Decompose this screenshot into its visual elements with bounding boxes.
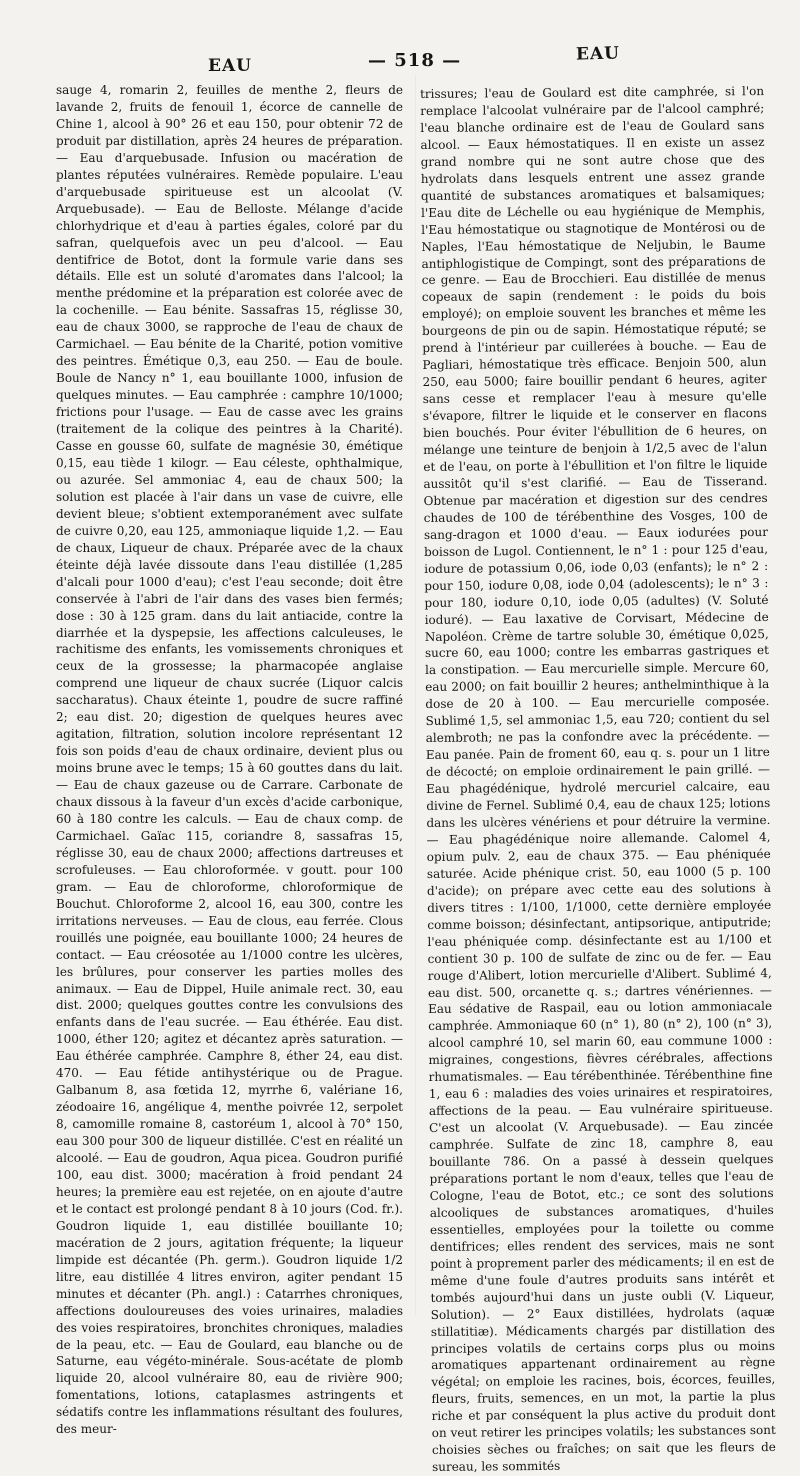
- two-column-body: [56, 82, 776, 1476]
- right-column: [420, 83, 776, 1476]
- column-gutter: [415, 75, 416, 1315]
- running-head: [56, 44, 764, 74]
- left-column: [56, 82, 403, 1476]
- right-running-head: EAU: [575, 43, 621, 65]
- left-column-text: sauge 4, romarin 2, feuilles de menthe 2, fleurs de lavande 2, fruits de fenouil 1, écorce de cannelle de Chine 1, alcool à 90° 26 et eau 150, pour obtenir 72 de produit par distillation, après 24 heures de préparation. — Eau d'arquebusade. Infusion ou macération de plantes réputées vulnéraires. Remède populaire. L'eau d'arquebusade spiritueuse est un alcoolat (V. Arquebusade). — Eau de Belloste. Mélange d'acide chlorhydrique et d'eau à parties égales, coloré par du safran, quelquefois avec un peu d'alcool. — Eau dentifrice de Botot, dont la formule varie dans ses détails. Elle est un soluté d'aromates dans l'alcool; la menthe prédomine et la préparation est colorée avec de la cochenille. — Eau bénite. Sassafras 15, réglisse 30, eau de chaux 3000, se rapproche de l'eau de chaux de Carmichael. — Eau bénite de la Charité, potion vomitive des peintres. Émétique 0,3, eau 250. — Eau de boule. Boule de Nancy n° 1, eau bouillante 1000, infusion de quelques minutes. — Eau camphrée : camphre 10/1000; frictions pour l'usage. — Eau de casse avec les grains (traitement de la colique des peintres à la Charité). Casse en gousse 60, sulfate de magnésie 30, émétique 0,15, eau tiède 1 kilogr. — Eau céleste, ophthalmique, ou azurée. Sel ammoniac 4, eau de chaux 500; la solution est placée à l'air dans un vase de cuivre, elle devient bleue; s'obtient extemporanément avec sulfate de cuivre 0,20, eau 125, ammoniaque liquide 1,2. — Eau de chaux, Liqueur de chaux. Préparée avec de la chaux éteinte déjà lavée dissoute dans l'eau distillée (1,285 d'alcali pour 1000 d'eau); c'est l'eau seconde; doit être conservée à l'abri de l'air dans des vases bien fermés; dose : 30 à 125 gram. dans du lait antiacide, contre la diarrhée et la dyspepsie, les affections calculeuses, le rachitisme des enfants, les vomissements chroniques et ceux de la grossesse; la pharmacopée anglaise comprend une liqueur de chaux sucrée (Liquor calcis saccharatus). Chaux éteinte 1, poudre de sucre raffiné 2; eau dist. 20; digestion de quelques heures avec agitation, filtration, solution incolore représentant 12 fois son poids d'eau de chaux ordinaire, devient plus ou moins brune avec le temps; 15 à 60 gouttes dans du lait. — Eau de chaux gazeuse ou de Carrare. Carbonate de chaux dissous à la faveur d'un excès d'acide carbonique, 60 à 180 contre les calculs. — Eau de chaux comp. de Carmichael. Gaïac 115, coriandre 8, sassafras 15, réglisse 30, eau de chaux 2000; affections dartreuses et scrofuleuses. — Eau chloroformée. v goutt. pour 100 gram. — Eau de chloroforme, chloroformique de Bouchut. Chloroforme 2, alcool 16, eau 300, contre les irritations nerveuses. — Eau de clous, eau ferrée. Clous rouillés une poignée, eau bouillante 1000; 24 heures de contact. — Eau créosotée au 1/1000 contre les ulcères, les brûlures, pour conserver les parties molles des animaux. — Eau de Dippel, Huile animale rect. 30, eau dist. 2000; quelques gouttes contre les convulsions des enfants dans de l'eau sucrée. — Eau éthérée. Eau dist. 1000, éther 120; agitez et décantez après saturation. — Eau éthérée camphrée. Camphre 8, éther 24, eau dist. 470. — Eau fétide antihystérique ou de Prague. Galbanum 8, asa fœtida 12, myrrhe 6, valériane 16, zéodoaire 16, angélique 4, menthe poivrée 12, serpolet 8, camomille romaine 8, castoréum 1, alcool à 70° 150, eau 300 pour 300 de liqueur distillée. C'est en réalité un alcoolé. — Eau de goudron, Aqua picea. Goudron purifié 100, eau dist. 3000; macération à froid pendant 24 heures; la première eau est rejetée, on en ajoute d'autre et le contact est prolongé pendant 8 à 10 jours (Cod. fr.). Goudron liquide 1, eau distillée bouillante 10; macération de 2 jours, agitation fréquente; la liqueur limpide est décantée (Ph. germ.). Goudron liquide 1/2 litre, eau distillée 4 litres environ, agiter pendant 15 minutes et décanter (Ph. angl.) : Catarrhes chroniques, affections douloureuses des voies urinaires, maladies des voies respiratoires, bronchites chroniques, maladies de la peau, etc. — Eau de Goulard, eau blanche ou de Saturne, eau végéto-minérale. Sous-acétate de plomb liquide 20, alcool vulnéraire 80, eau de rivière 900; fomentations, lotions, cataplasmes astringents et sédatifs contre les inflammations résultant des foulures, des meur-: [56, 83, 403, 1437]
- right-column-text: trissures; l'eau de Goulard est dite camphrée, si l'on remplace l'alcoolat vulnéraire par de l'alcool camphré; l'eau blanche ordinaire est de l'eau de Goulard sans alcool. — Eaux hémostatiques. Il en existe un assez grand nombre qui ne sont autre chose que des hydrolats dans lesquels entrent une assez grande quantité de substances aromatiques et balsamiques; l'Eau dite de Léchelle ou eau hygiénique de Memphis, l'Eau hémostatique ou stagnotique de Montérosi ou de Naples, l'Eau hémostatique de Neljubin, le Baume antiphlogistique de Compingt, sont des préparations de ce genre. — Eau de Brocchieri. Eau distillée de menus copeaux de sapin (rendement : le poids du bois employé); on emploie souvent les branches et même les bourgeons de pin ou de sapin. Hémostatique réputé; se prend à l'intérieur par cuillerées à bouche. — Eau de Pagliari, hémostatique très efficace. Benjoin 500, alun 250, eau 5000; faire bouillir pendant 6 heures, agiter sans cesse et remplacer l'eau à mesure qu'elle s'évapore, filtrer le liquide et le conserver en flacons bien bouchés. Pour éviter l'ébullition de 6 heures, on mélange une teinture de benjoin à 1/2,5 avec de l'alun et de l'eau, on porte à l'ébullition et l'on filtre le liquide aussitôt qu'il s'est clarifié. — Eau de Tisserand. Obtenue par macération et digestion sur des cendres chaudes de 100 de térébenthine des Vosges, 100 de sang-dragon et 1000 d'eau. — Eaux iodurées pour boisson de Lugol. Contiennent, le n° 1 : pour 125 d'eau, iodure de potassium 0,06, iode 0,03 (enfants); le n° 2 : pour 150, iodure 0,08, iode 0,04 (adolescents); le n° 3 : pour 180, iodure 0,10, iode 0,05 (adultes) (V. Soluté ioduré). — Eau laxative de Corvisart, Médecine de Napoléon. Crème de tartre soluble 30, émétique 0,025, sucre 60, eau 1000; contre les embarras gastriques et la constipation. — Eau mercurielle simple. Mercure 60, eau 2000; on fait bouillir 2 heures; anthelminthique à la dose de 20 à 100. — Eau mercurielle composée. Sublimé 1,5, sel ammoniac 1,5, eau 720; contient du sel alembroth; ne pas la confondre avec la précédente. — Eau panée. Pain de froment 60, eau q. s. pour un 1 litre de décocté; on emploie ordinairement le pain grillé. — Eau phagédénique, hydrolé mercuriel calcaire, eau divine de Fernel. Sublimé 0,4, eau de chaux 125; lotions dans les ulcères vénériens et pour détruire la vermine. — Eau phagédénique noire allemande. Calomel 4, opium pulv. 2, eau de chaux 375. — Eau phéniquée saturée. Acide phénique crist. 50, eau 1000 (5 p. 100 d'acide); on prépare avec cette eau des solutions à divers titres : 1/100, 1/1000, cette dernière employée comme boisson; désinfectant, antipsorique, antiputride; l'eau phéniquée comp. désinfectante est au 1/100 et contient 30 p. 100 de sulfate de zinc ou de fer. — Eau rouge d'Alibert, lotion mercurielle d'Alibert. Sublimé 4, eau dist. 500, orcanette q. s.; dartres vénériennes. — Eau sédative de Raspail, eau ou lotion ammoniacale camphrée. Ammoniaque 60 (n° 1), 80 (n° 2), 100 (n° 3), alcool camphré 10, sel marin 60, eau commune 1000 : migraines, congestions, fièvres cérébrales, affections rhumatismales. — Eau térébenthinée. Térébenthine fine 1, eau 6 : maladies des voies urinaires et respiratoires, affections de la peau. — Eau vulnéraire spiritueuse. C'est un alcoolat (V. Arquebusade). — Eau zincée camphrée. Sulfate de zinc 18, camphre 8, eau bouillante 786. On a passé à dessein quelques préparations portant le nom d'eaux, telles que l'eau de Cologne, l'eau de Botot, etc.; ce sont des solutions alcooliques de substances aromatiques, d'huiles essentielles, employées pour la toilette ou comme dentifrices; elles rendent des services, mais ne sont point à proprement parler des médicaments; il en est de même d'une foule d'autres produits sans intérêt et tombés aujourd'hui dans un juste oubli (V. Liqueur, Solution). — 2° Eaux distillées, hydrolats (aquæ stillatitiæ). Médicaments chargés par distillation des principes volatils de certains corps plus ou moins aromatiques appartenant ordinairement au règne végétal; on emploie les racines, bois, écorces, feuilles, fleurs, fruits, semences, en un mot, la partie la plus riche et par conséquent la plus active du produit dont on veut retirer les principes volatils; les substances sont choisies sèches ou fraîches; on sait que les fleurs de sureau, les sommités: [420, 83, 776, 1475]
- left-running-head: EAU: [208, 56, 252, 76]
- page-number: — 518 —: [368, 50, 462, 71]
